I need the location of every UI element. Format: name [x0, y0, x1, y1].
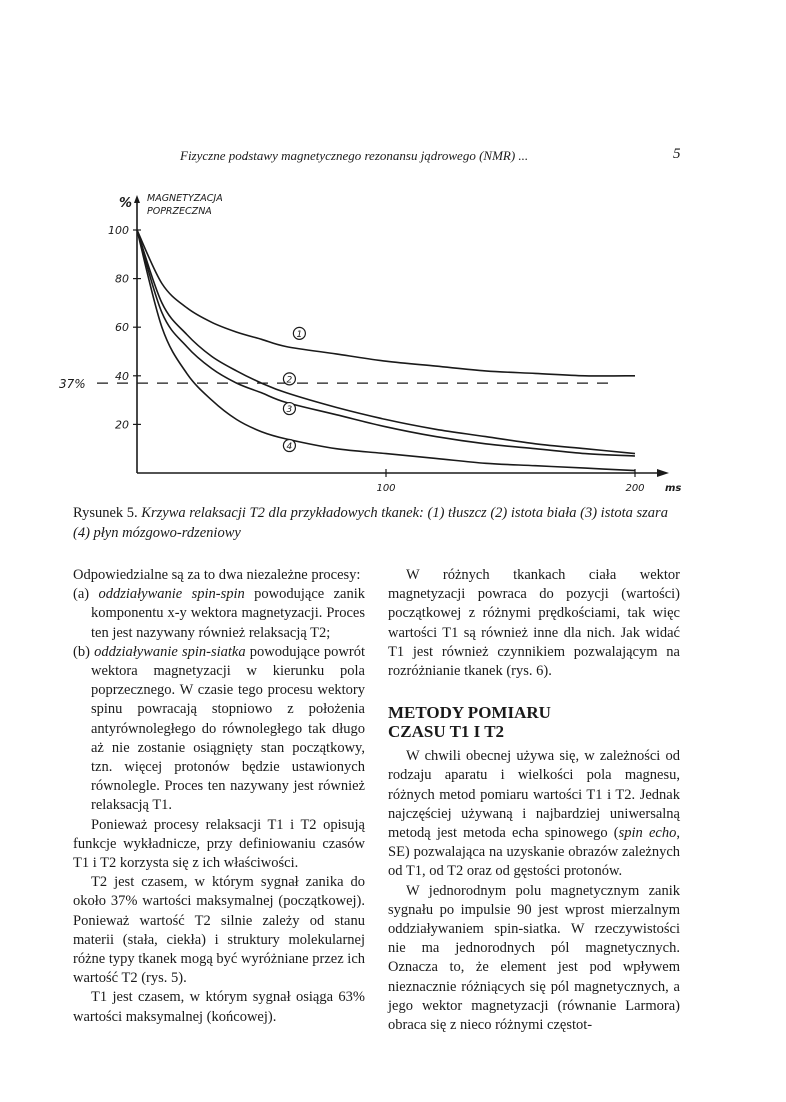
- x-tick-label: 100: [376, 483, 396, 494]
- y-tick-label: 20: [115, 418, 129, 432]
- intro-paragraph: Odpowiedzialne są za to dwa niezależne procesy:: [73, 567, 361, 583]
- y-axis-arrow: [134, 195, 140, 203]
- y-tick-label: 60: [115, 321, 129, 335]
- paragraph: W chwili obecnej używa się, w zależności od rodzaju aparatu i wielkości pola magnesu, różnych metod pomiaru wartości T1 i T2. Jednak najczęściej używaną i najbardziej uniwersalną metodą jest metoda echa spinowego (spin echo, SE) pozwalająca na uzyskanie obrazów zależnych od T1, od T2 oraz od gęstości protonów.: [388, 748, 680, 880]
- figure-caption: [73, 503, 683, 543]
- right-column: [388, 566, 680, 1035]
- relaxation-curve-1: [137, 230, 635, 376]
- relaxation-curve-4: [137, 230, 635, 471]
- caption-label: Rysunek 5.: [73, 505, 138, 521]
- paragraph: Ponieważ procesy relaksacji T1 i T2 opisują funkcje wykładnicze, przy definiowaniu czasów T1 i T2 korzysta się z ich właściwości.: [73, 816, 365, 872]
- paragraph: T1 jest czasem, w którym sygnał osiąga 63% wartości maksymalnej (końcowej).: [73, 989, 365, 1025]
- reference-line-label: 37%: [59, 377, 86, 392]
- series-marker-label: 4: [286, 442, 293, 453]
- left-column: [73, 566, 365, 1027]
- y-axis-label: MAGNETYZACJA: [147, 193, 223, 204]
- chart-reference-line: [59, 377, 615, 391]
- y-tick-label: 40: [115, 369, 129, 383]
- y-tick-label: 100: [108, 224, 129, 237]
- y-axis-unit: %: [119, 196, 133, 211]
- section-heading: METODY POMIARU CZASU T1 I T2: [388, 703, 551, 742]
- x-tick-label: 200: [625, 483, 645, 494]
- chart-curves: [137, 230, 635, 471]
- relaxation-curve-2: [137, 230, 635, 454]
- running-header: Fizyczne podstawy magnetycznego rezonansu jądrowego (NMR) ...: [180, 148, 529, 163]
- t2-relaxation-chart: [55, 185, 735, 495]
- paragraph: W różnych tkankach ciała wektor magnetyzacji powraca do pozycji (wartości) początkowej z różnymi prędkościami, tak więc wartości T1 są również inne dla nich. Jak widać T1 jest również czynnikiem pozwalającym na rozróżnianie tkanek (rys. 6).: [388, 567, 680, 680]
- chart-axes: [108, 193, 681, 494]
- x-axis-arrow: [657, 469, 669, 477]
- paragraph: W jednorodnym polu magnetycznym zanik sygnału po impulsie 90 jest wprost mierzalnym oddziaływaniem spin-siatka. W rzeczywistości nie ma jednorodnych pól magnetycznych. Oznacza to, że element jest pod wpływem nieznacznie różniących się pól magnetycznych, a jego wektor magnetyzacji (równanie Larmora) obraca się z nieco różnymi częstot-: [388, 882, 680, 1034]
- series-marker-label: 3: [286, 405, 293, 416]
- y-axis-label: POPRZECZNA: [147, 206, 212, 217]
- relaxation-curve-3: [137, 230, 635, 456]
- x-axis-label: ms: [665, 483, 682, 494]
- series-marker-label: 1: [296, 329, 303, 340]
- caption-text: Krzywa relaksacji T2 dla przykładowych tkanek: (1) tłuszcz (2) istota biała (3) istota szara (4) płyn mózgowo-rdzeniowy: [73, 505, 668, 541]
- y-tick-label: 80: [115, 272, 129, 286]
- list-item-a: (a) oddziaływanie spin-spin powodujące zanik komponentu x-y wektora magnetyzacji. Proces ten jest nazywany również relaksacją T2;: [73, 586, 366, 641]
- paragraph: T2 jest czasem, w którym sygnał zanika do około 37% wartości maksymalnej (początkowej). Ponieważ wartość T2 silnie zależy od stanu materii (stała, ciekła) i struktury molekularnej różne typy tkanek mogą być wyróżniane przez ich wartość T2 (rys. 5).: [73, 874, 365, 987]
- list-item-b: (b) oddziaływanie spin-siatka powodujące powrót wektora magnetyzacji w kierunku pola poprzecznego. W czasie tego procesu wektory spinu powracają stopniowo z położenia antyrównoległego do równoległego tak długo aż nie zostanie osiągnięty stan początkowy, tzn. więcej protonów będzie ustawionych równolegle. Proces ten nazywany jest również relaksacją T1.: [73, 643, 366, 814]
- page-number: 5: [673, 146, 681, 162]
- series-marker-label: 2: [286, 375, 293, 386]
